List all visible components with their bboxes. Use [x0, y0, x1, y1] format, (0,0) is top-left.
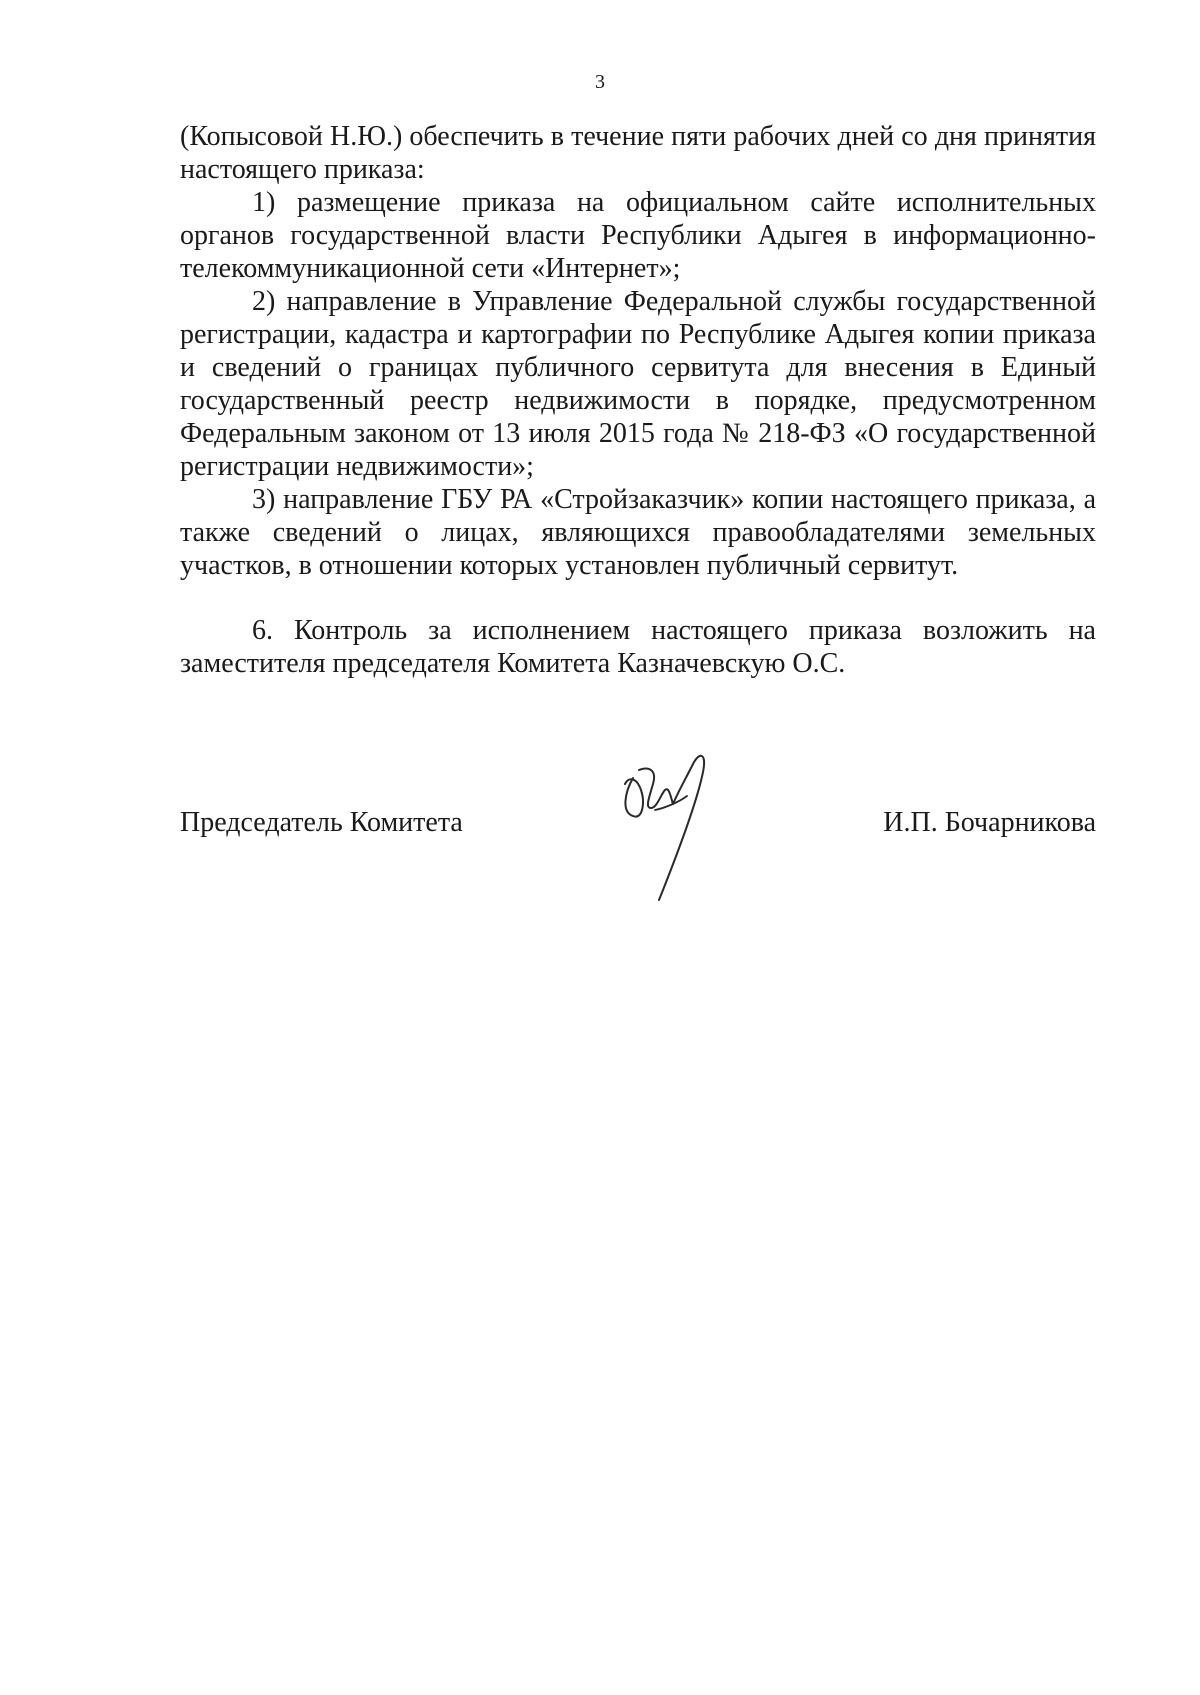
handwritten-signature — [615, 750, 725, 910]
list-item-2: 2) направление в Управление Федеральной службы государственной регистрации, кадастра и картографии по Республике Адыгея копии приказа и сведений о границах публичного сервитута для внесения в Единый государственный реестр недвижимости в порядке, предусмотренном Федеральным законом от 13 июля 2015 года № 218-ФЗ «О государственной регистрации недвижимости»; — [180, 286, 1096, 482]
list-item-1: 1) размещение приказа на официальном сайте исполнительных органов государственной власти Республики Адыгея в информационно-телекоммуникационной сети «Интернет»; — [180, 187, 1096, 284]
page-number: 3 — [595, 71, 605, 93]
paragraph-spacer — [180, 582, 1096, 614]
list-item-3: 3) направление ГБУ РА «Стройзаказчик» копии настоящего приказа, а также сведений о лицах, являющихся правообладателями земельных участков, в отношении которых установлен публичный сервитут. — [180, 484, 1096, 581]
signer-title: Председатель Комитета — [180, 807, 463, 838]
intro-paragraph: (Копысовой Н.Ю.) обеспечить в течение пяти рабочих дней со дня принятия настоящего приказа: — [180, 121, 1096, 185]
signer-name: И.П. Бочарникова — [883, 807, 1096, 838]
paragraph-6: 6. Контроль за исполнением настоящего приказа возложить на заместителя председателя Комитета Казначевскую О.С. — [180, 615, 1096, 679]
document-body — [180, 120, 1096, 680]
